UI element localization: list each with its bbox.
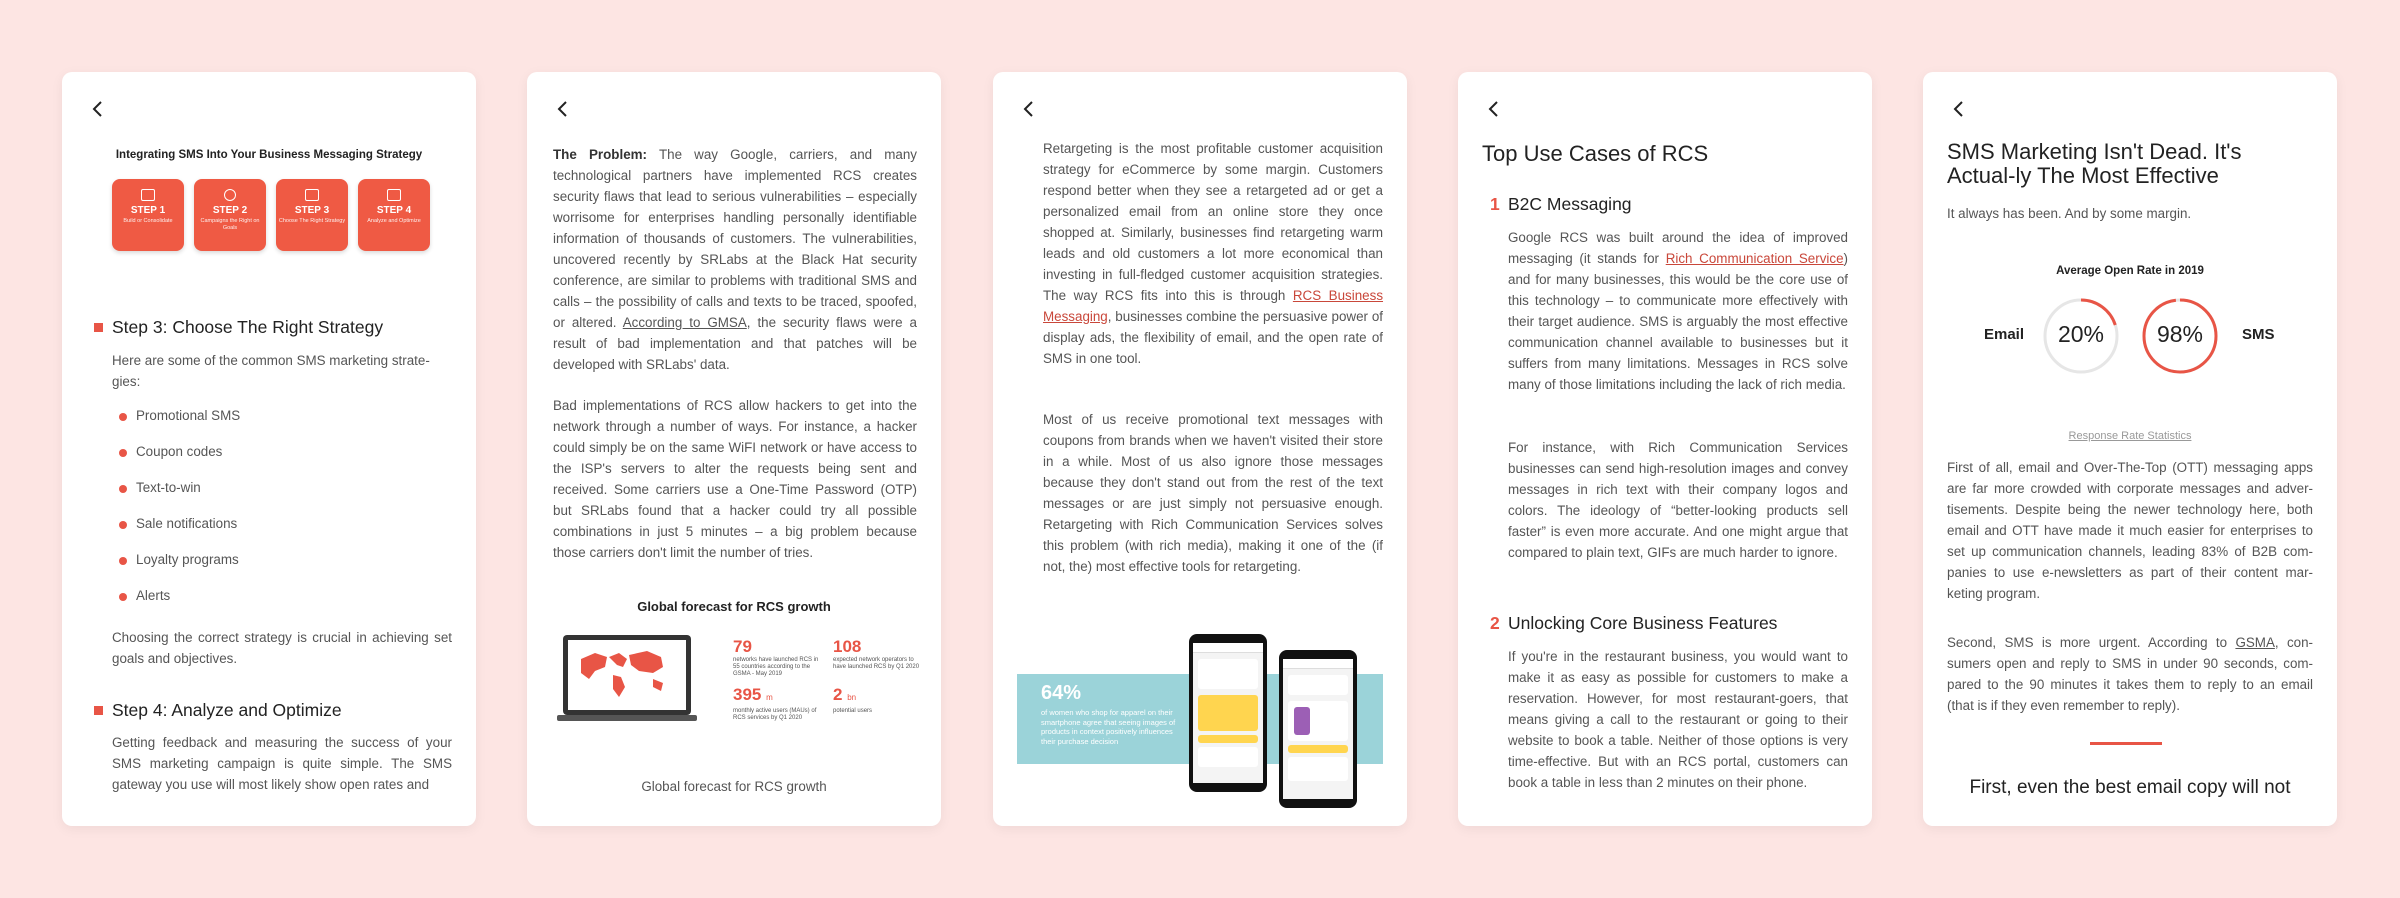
step3-outro: Choosing the correct strategy is crucial in achieving set goals and objectives. [112,630,452,666]
hackers-paragraph: Bad implementations of RCS allow hackers to get into the network through a number of ways. For instance, a hacker could simply be on the same WiFI network or have access to the ISP's servers to alter the requests being sent and received. Some carriers use a One-Time Password (OTP) but SRLabs found that a hacker could try all possible combinations in just 5 minutes – a big problem because those carriers don't limit the number of tries. [553,398,917,560]
square-bullet-icon [94,323,103,332]
banner-percent: 64% [1041,682,1082,704]
phone-screen [1193,643,1263,783]
email-value: 20% [2057,321,2105,347]
step-tile [358,179,430,251]
store-icon [141,189,155,201]
stat-desc: expected network operators to have launched RCS by Q1 2020 [833,657,920,670]
infographic-title: Global forecast for RCS growth [637,599,831,614]
retargeting-paragraph [1043,138,1383,369]
para2-b: , con-sumers open and reply to SMS in under 90 seconds, com-pared to the 90 minutes it takes them to reply to an email (that is if they even remember to reply). [1947,635,2313,713]
article-card-retargeting [993,72,1407,826]
stat-number: 395 [733,685,762,704]
list-item: Sale notifications [136,516,238,531]
monitor-icon [305,189,319,201]
step-sub: Build or Consolidate [123,218,173,224]
sms-label: SMS [2242,326,2275,343]
step4-heading [112,700,342,721]
rcs-business-messaging-link[interactable]: RCS Business Messaging [1043,288,1384,324]
email-crowded-paragraph: First of all, email and Over-The-Top (OTT) messaging apps are far more crowded with corporate messages and adver-tisements. Despite being the newer technology here, both email and OTT have made it much easier for enterprises to set up communication channels, leading 83% of B2B com-panies to use e-newsletters as part of their content mar-keting program. [1947,460,2313,601]
chart-title: Average Open Rate in 2019 [2056,265,2204,277]
b2c-paragraph-2: For instance, with Rich Communication Services businesses can send high-resolution images and convey messages in rich text with their company logos and colors. The ideology of “better-looking products sell faster” is even more accurate. And one might argue that compared to plain text, GIFs are much harder to ignore. [1508,440,1848,560]
email-label: Email [1984,326,2025,343]
article-card-use-cases [1458,72,1872,826]
step3-heading [112,317,383,338]
stat-number: 2 [833,685,843,704]
article-card-sms-marketing [1923,72,2337,826]
sms-donut-chart [2141,297,2219,375]
step-sub: Choose The Right Strategy [278,218,346,224]
sms-urgent-paragraph [1947,632,2313,716]
list-item: Alerts [136,588,171,603]
page-subtitle: It always has been. And by some margin. [1947,206,2192,221]
step4-text: Getting feedback and measuring the success of your SMS marketing campaign is quite simple. The SMS gateway you use will most likely show open rates and [112,735,452,792]
chart-icon [387,189,401,201]
stat-item [833,637,923,671]
email-donut-chart [2042,297,2120,375]
para1-b: , businesses combine the persuasive power of display ads, the flexibility of email, and the open rate of SMS in one tool. [1043,309,1383,366]
sec1-b: ) and for many businesses, this would be the core use of this technology – to communicate more effectively with their target audience. SMS is arguably the most effective communication channel available to businesses but it suffers from many limitations. Messages in RCS solve many of those limitations including the lack of rich media. [1508,251,1848,392]
back-arrow-icon[interactable] [551,97,575,121]
section-heading: Unlocking Core Business Features [1508,613,1778,633]
step-label: STEP 2 [212,205,248,216]
step-sub: Campaigns the Right on Goals [200,218,260,231]
phone-mockup [1279,650,1357,808]
stat-value [733,685,823,708]
square-bullet-icon [94,706,103,715]
step-label: STEP 4 [376,205,412,216]
rich-communication-service-link[interactable]: Rich Communication Service [1665,251,1844,266]
stat-desc: monthly active users (MAUs) of RCS services by Q1 2020 [733,708,817,721]
sec1-a: Google RCS was built around the idea of improved messaging (it stands for [1508,230,1848,266]
back-arrow-icon[interactable] [1017,97,1041,121]
pull-quote: First, even the best email copy will not [1969,777,2291,798]
b2c-paragraph [1508,227,1848,395]
phone-mockup [1189,634,1267,792]
section-number: 1 [1490,194,1500,214]
list-item: Text-to-win [136,480,201,495]
stat-unit: m [766,693,773,702]
section-heading: B2C Messaging [1508,194,1632,214]
list-item: Loyalty programs [136,552,239,567]
stat-unit: bn [847,693,857,702]
step-tile [112,179,184,251]
back-arrow-icon[interactable] [86,97,110,121]
response-rate-statistics-link[interactable]: Response Rate Statistics [2068,430,2192,442]
stat-value: 79 [733,637,752,656]
stat-item [833,685,923,715]
step-label: STEP 3 [294,205,330,216]
stat-item [733,637,823,678]
problem-paragraph [553,144,917,375]
problem-text: The way Google, carriers, and many technological partners have implemented RCS creates security flaws that lead to serious vulnerabilities – especially worrisome for enterprises handling personally identifiable information of thousands of customers. The vulnerabilities, uncovered recently by SRLabs at the Black Hat security conference, are similar to problems with traditional SMS and calls – the possibility of calls and texts to be traced, spoofed, or altered. [553,147,918,330]
step-tile [276,179,348,251]
step-tile [194,179,266,251]
list-item: Coupon codes [136,444,223,459]
step-sub: Analyze and Optimize [367,218,421,224]
divider [2090,742,2162,745]
infographic-title: Integrating SMS Into Your Business Messaging Strategy [115,149,423,161]
stat-desc: networks have launched RCS in 55 countries according to the GSMA - May 2019 [733,657,819,677]
phone-screen [1283,659,1353,799]
para2-a: Second, SMS is more urgent. According to [1947,635,2236,650]
step3-intro: Here are some of the common SMS marketing strate-gies: [112,353,430,389]
problem-label: The Problem: [553,147,648,162]
list-item: Promotional SMS [136,408,241,423]
sms-value: 98% [2156,321,2204,347]
problem-tail: , the security flaws were a result of bad implementation and that patches will be developed with SRLabs' data. [553,315,917,372]
stat-desc: potential users [833,708,873,714]
back-arrow-icon[interactable] [1482,97,1506,121]
gsma-link[interactable]: GSMA [2235,635,2275,650]
steps-infographic [112,179,430,251]
image-caption: Global forecast for RCS growth [641,779,827,794]
stat-value: 108 [833,637,862,656]
step4-heading-text: Step 4: Analyze and Optimize [112,700,342,720]
stat-item [733,685,823,722]
article-card-rcs-security [527,72,941,826]
gsma-link[interactable]: According to GMSA [622,315,747,330]
banner-caption: of women who shop for apparel on their smartphone agree that seeing images of products in context positively influences their purchase decision [1041,708,1176,746]
step3-heading-text: Step 3: Choose The Right Strategy [112,317,384,337]
core-features-paragraph: If you're in the restaurant business, you would want to make it as easy as possible for customers to make a reservation. However, for most restaurant-goers, that means giving a call to the restaurant or going to their website to book a table. Neither of those options is very time-effective. But with an RCS portal, customers can book a table in less than 2 minutes on their phone. [1508,649,1848,790]
promotional-paragraph: Most of us receive promotional text messages with coupons from brands when we haven't visited their store in a while. Most of us also ignore those messages because they don't stand out from the rest of the text messages or are just simply not persuasive enough. Retargeting with Rich Communication Services solves this problem (with rich media), making it one of the (if not, the) most effective tools for retargeting. [1043,412,1383,574]
page-title: Top Use Cases of RCS [1482,141,1709,166]
laptop-map-image [557,635,697,723]
step-label: STEP 1 [130,205,166,216]
back-arrow-icon[interactable] [1947,97,1971,121]
page-title: SMS Marketing Isn't Dead. It's Actual-ly The Most Effective [1947,139,2242,188]
stat-value [833,685,923,708]
article-card-sms-strategy [62,72,476,826]
section-number: 2 [1490,613,1500,633]
target-icon [224,189,236,201]
para1-a: Retargeting is the most profitable customer acquisition strategy for eCommerce by some margin. Customers respond better when they see a retargeted ad or get a personalized email from an online store they once shopped at. Similarly, businesses find retargeting warm leads and old customers a lot more economical than investing in full-fledged customer acquisition strategies. The way RCS fits into this is through [1043,141,1383,303]
